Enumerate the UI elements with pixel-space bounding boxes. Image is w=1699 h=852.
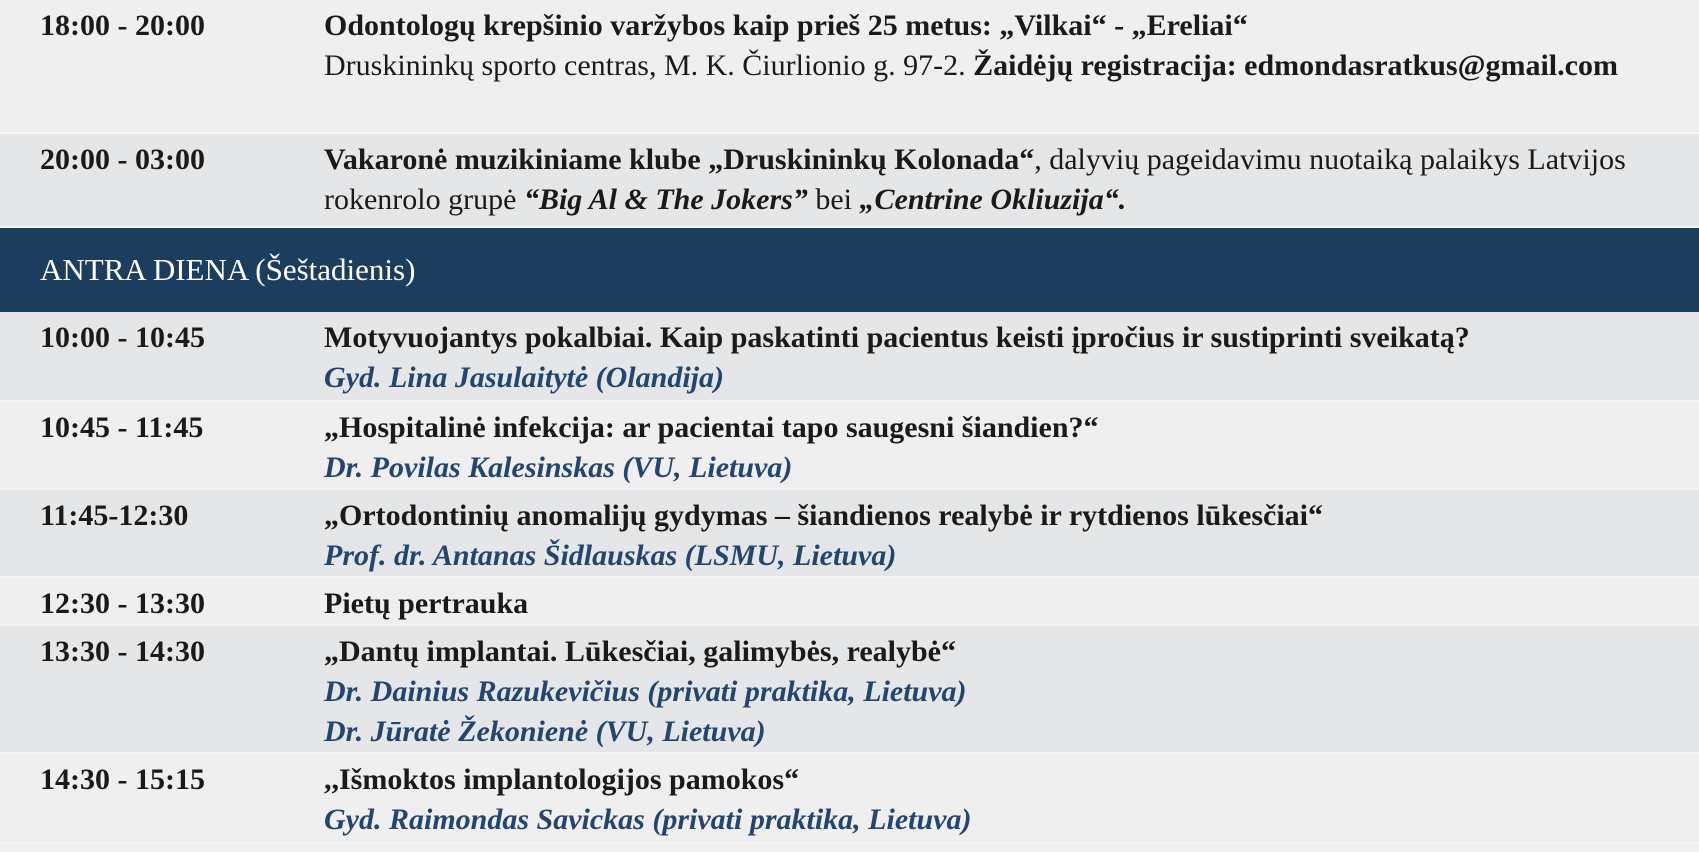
schedule-row [0,626,1699,754]
band-name: „Centrine Okliuzija“. [859,183,1127,216]
session-time: 10:45 - 11:45 [40,411,204,444]
schedule-row [0,490,1699,578]
session-title: ,,Išmoktos implantologijos pamokos“ [324,763,800,796]
venue-text: Druskininkų sporto centras, M. K. Čiurlionio g. 97-2. [324,49,974,82]
speaker-name: Gyd. Lina Jasulaitytė (Olandija) [324,361,724,394]
session-details [324,46,1699,86]
session-detail-text: bei [807,183,860,216]
session-title: „Dantų implantai. Lūkesčiai, galimybės, realybė“ [324,635,956,668]
session-title: Motyvuojantys pokalbiai. Kaip paskatinti pacientus keisti įpročius ir sustiprinti sveikatą? [324,321,1470,354]
speaker-name: Dr. Povilas Kalesinskas (VU, Lietuva) [324,451,793,484]
band-name: “Big Al & The Jokers” [523,183,808,216]
session-content [324,578,1699,624]
session-content [324,754,1699,840]
session-time: 14:30 - 15:15 [40,763,205,796]
schedule-row [0,312,1699,402]
session-content [324,312,1699,398]
schedule-row [0,0,1699,134]
session-time: 12:30 - 13:30 [40,587,205,620]
session-title: Pietų pertrauka [324,587,529,620]
session-content [324,490,1699,576]
session-title: „Ortodontinių anomalijų gydymas – šiandienos realybė ir rytdienos lūkesčiai“ [324,499,1324,532]
session-content [324,402,1699,488]
session-title: „Hospitalinė infekcija: ar pacientai tapo saugesni šiandien?“ [324,411,1099,444]
session-content [324,626,1699,752]
speaker-name: Gyd. Raimondas Savickas (privati praktika, Lietuva) [324,803,972,836]
session-time: 10:00 - 10:45 [40,321,205,354]
speaker-name: Dr. Dainius Razukevičius (privati praktika, Lietuva) [324,675,967,708]
session-title: Odontologų krepšinio varžybos kaip prieš 25 metus: „Vilkai“ - „Ereliai“ [324,9,1248,42]
schedule-row [0,754,1699,844]
session-time: 20:00 - 03:00 [40,143,205,176]
session-content [324,0,1699,86]
registration-text: Žaidėjų registracija: edmondasratkus@gmail.com [973,49,1618,82]
day-header: ANTRA DIENA (Šeštadienis) [0,228,1699,312]
schedule-row [0,402,1699,490]
session-content [324,134,1699,220]
schedule-row [0,134,1699,228]
speaker-name: Prof. dr. Antanas Šidlauskas (LSMU, Lietuva) [324,539,897,572]
schedule-row [0,578,1699,626]
session-time: 11:45-12:30 [40,499,189,532]
session-time: 18:00 - 20:00 [40,9,205,42]
speaker-name: Dr. Jūratė Žekonienė (VU, Lietuva) [324,715,766,748]
session-detail-text: , dalyvių pageidavimu nuotaiką palaikys Latvijos rokenrolo grupė [324,143,1626,216]
session-title: Vakaronė muzikiniame klube „Druskininkų Kolonada“ [324,143,1035,176]
session-time: 13:30 - 14:30 [40,635,205,668]
